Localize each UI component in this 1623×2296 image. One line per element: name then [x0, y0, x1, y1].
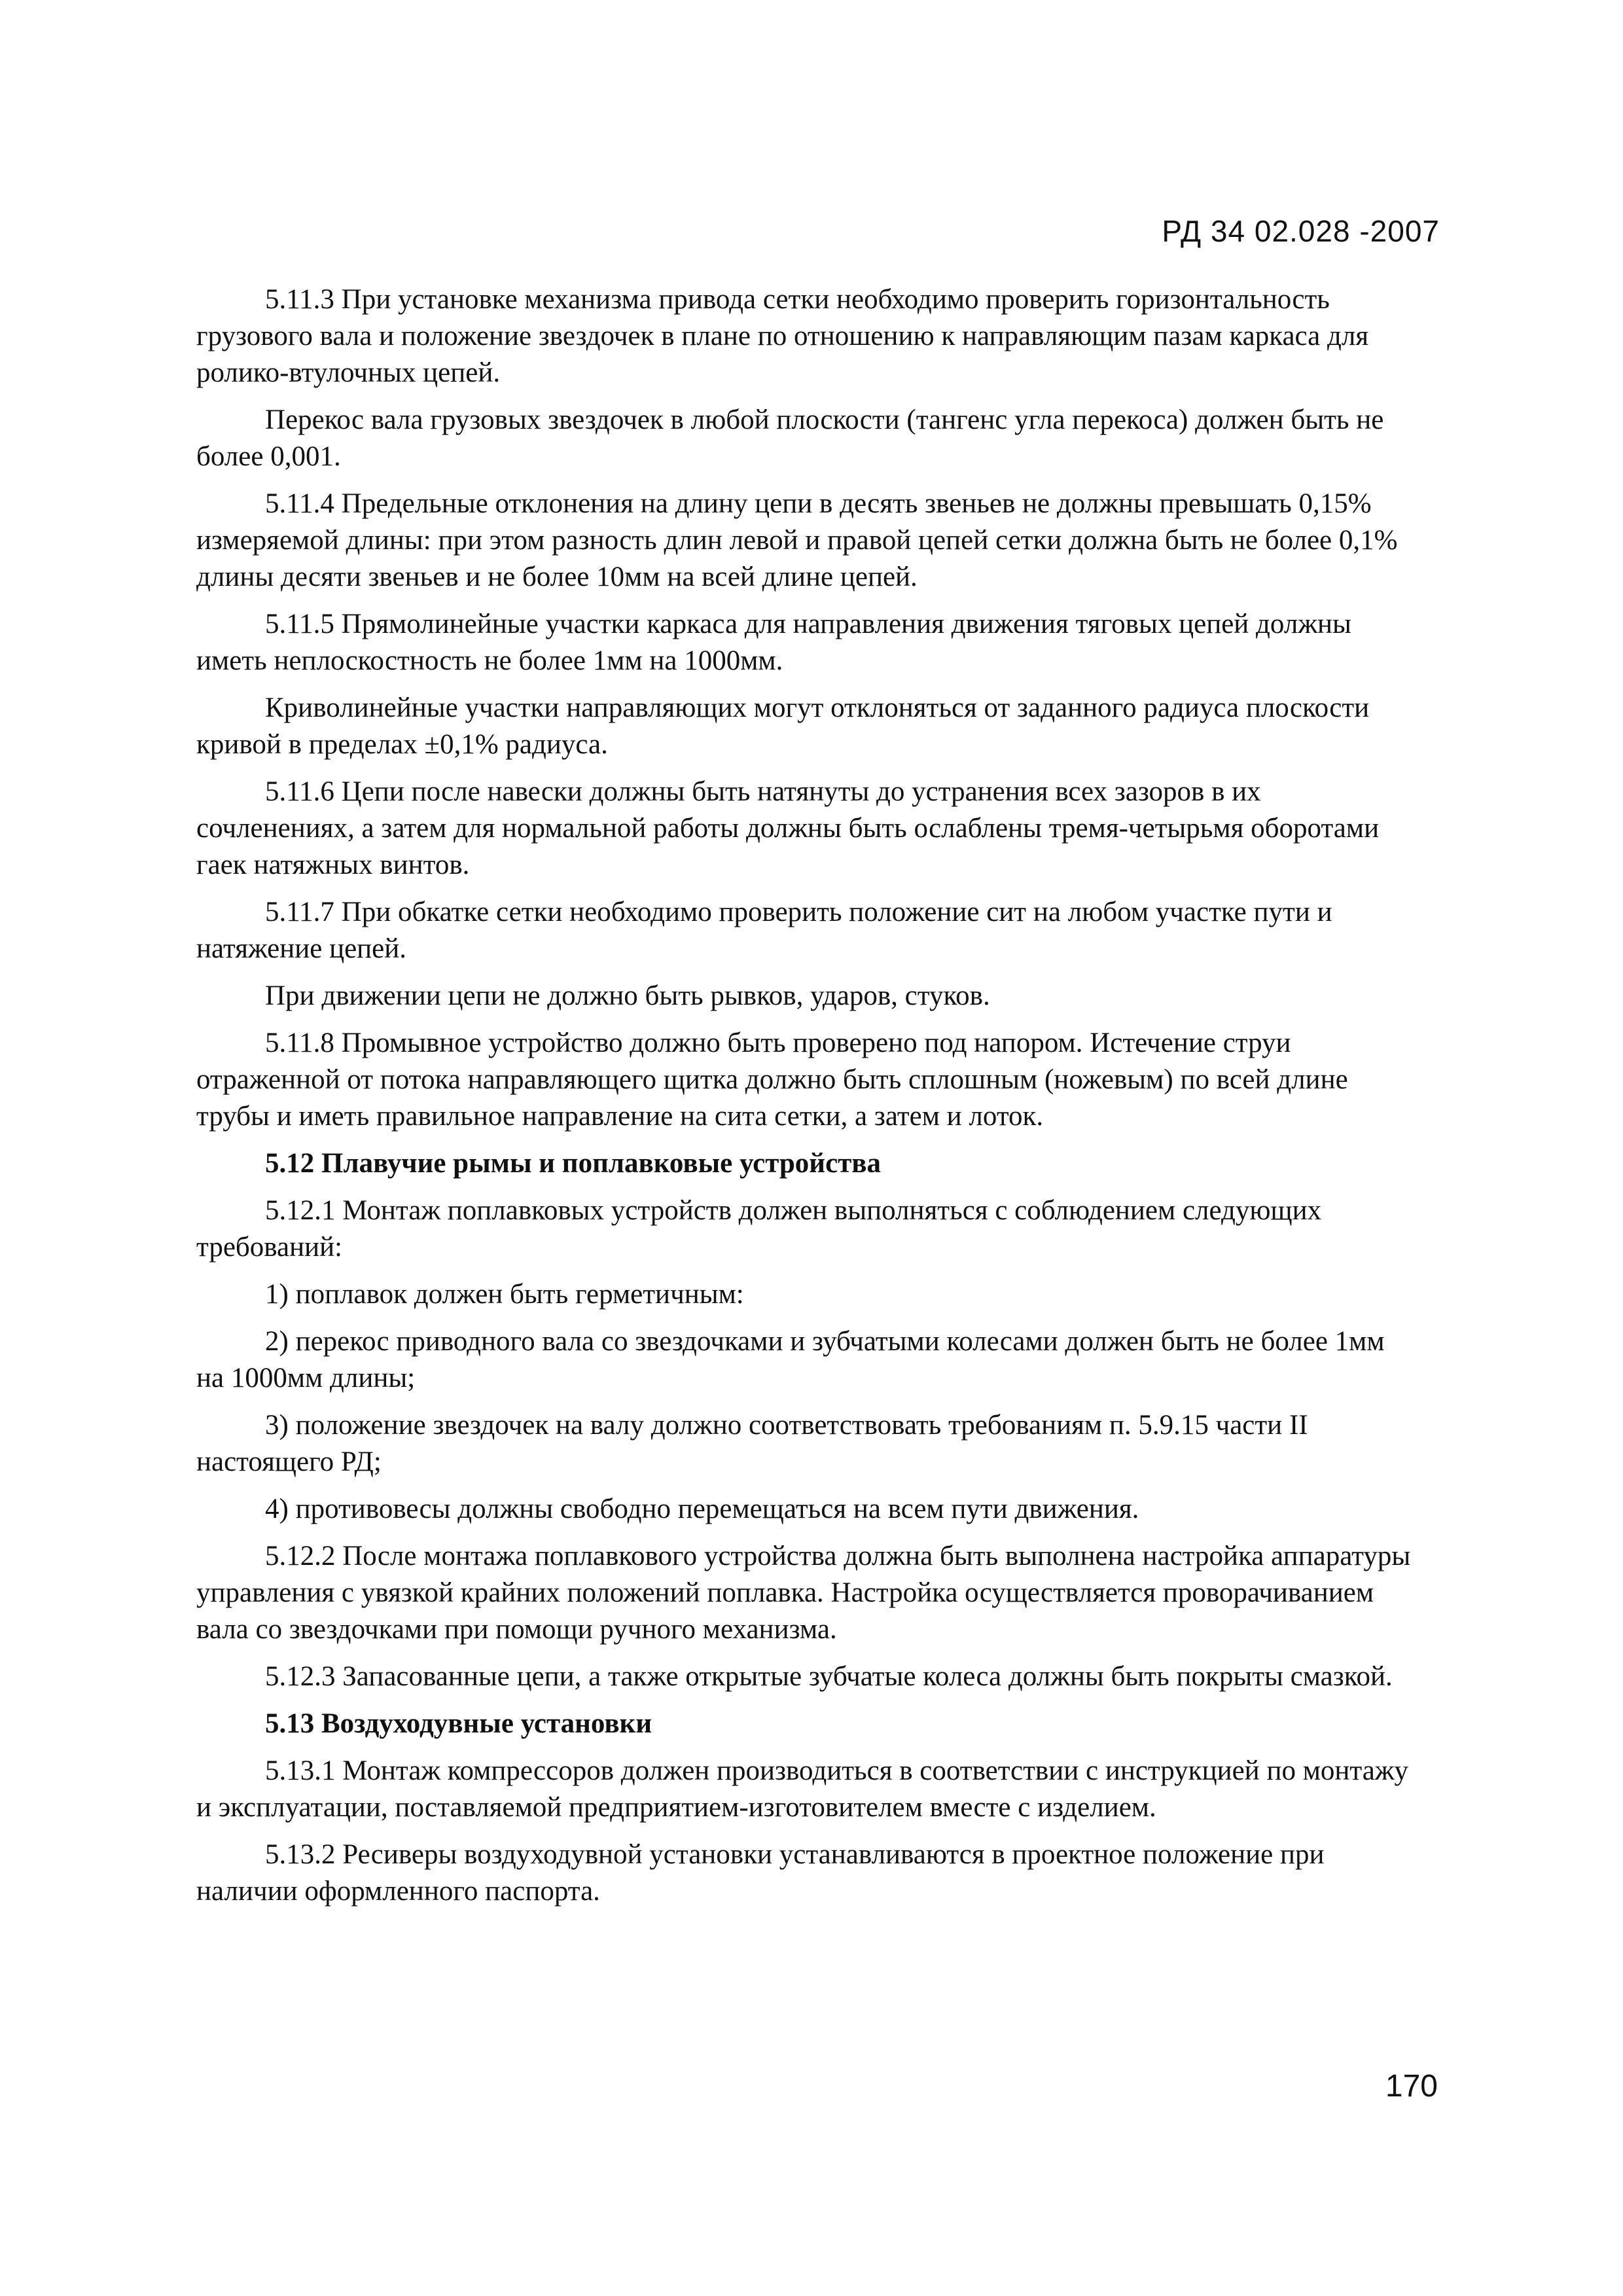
paragraph-5-11-4: 5.11.4 Предельные отклонения на длину цепи в десять звеньев не должны превышать 0,15% измеряемой длины: при этом разность длин левой и правой цепей сетки должна быть не более 0,1% длины десяти звеньев и не более 10мм на всей длине цепей. — [196, 488, 1398, 592]
paragraph-curved-sections: Криволинейные участки направляющих могут отклоняться от заданного радиуса плоскости кривой в пределах ±0,1% радиуса. — [196, 692, 1370, 760]
page-number: 170 — [1385, 2069, 1438, 2104]
document-body — [196, 281, 1414, 1920]
paragraph-chain-motion: При движении цепи не должно быть рывков, ударов, стуков. — [265, 980, 990, 1011]
paragraph-5-11-7: 5.11.7 При обкатке сетки необходимо проверить положение сит на любом участке пути и натяжение цепей. — [196, 897, 1332, 964]
paragraph-5-13-2: 5.13.2 Ресиверы воздуходувной установки устанавливаются в проектное положение при наличии оформленного паспорта. — [196, 1839, 1325, 1907]
section-heading-5-12: 5.12 Плавучие рымы и поплавковые устройства — [265, 1148, 882, 1179]
list-item-1: 1) поплавок должен быть герметичным: — [265, 1279, 744, 1310]
paragraph-5-11-6: 5.11.6 Цепи после навески должны быть натянуты до устранения всех зазоров в их сочленениях, а затем для нормальной работы должны быть ослаблены тремя-четырьмя оборотами гаек натяжных винтов. — [196, 776, 1380, 880]
section-heading-5-13: 5.13 Воздуходувные установки — [265, 1708, 652, 1739]
paragraph-5-11-8: 5.11.8 Промывное устройство должно быть проверено под напором. Истечение струи отраженной от потока направляющего щитка должно быть сплошным (ножевым) по всей длине трубы и иметь правильное направление на сита сетки, а затем и лоток. — [196, 1028, 1348, 1132]
paragraph-5-12-2: 5.12.2 После монтажа поплавкового устройства должна быть выполнена настройка аппаратуры управления с увязкой крайних положений поплавка. Настройка осуществляется проворачиванием вала со звездочками при помощи ручного механизма. — [196, 1541, 1411, 1645]
list-item-4: 4) противовесы должны свободно перемещаться на всем пути движения. — [265, 1494, 1139, 1524]
paragraph-5-11-3: 5.11.3 При установке механизма привода сетки необходимо проверить горизонтальность грузового вала и положение звездочек в плане по отношению к направляющим пазам каркаса для ролико-втулочных цепей. — [196, 284, 1369, 388]
paragraph-5-11-5: 5.11.5 Прямолинейные участки каркаса для направления движения тяговых цепей должны иметь неплоскостность не более 1мм на 1000мм. — [196, 609, 1351, 676]
document-code-header: РД 34 02.028 -2007 — [1162, 214, 1440, 248]
list-item-3: 3) положение звездочек на валу должно соответствовать требованиям п. 5.9.15 части II настоящего РД; — [196, 1410, 1308, 1477]
paragraph-shaft-skew: Перекос вала грузовых звездочек в любой плоскости (тангенс угла перекоса) должен быть не более 0,001. — [196, 404, 1384, 472]
paragraph-5-12-1: 5.12.1 Монтаж поплавковых устройств должен выполняться с соблюдением следующих требований: — [196, 1195, 1322, 1263]
list-item-2: 2) перекос приводного вала со звездочками и зубчатыми колесами должен быть не более 1мм на 1000мм длины; — [196, 1326, 1385, 1393]
paragraph-5-13-1: 5.13.1 Монтаж компрессоров должен производиться в соответствии с инструкцией по монтажу и эксплуатации, поставляемой предприятием-изготовителем вместе с изделием. — [196, 1755, 1409, 1823]
paragraph-5-12-3: 5.12.3 Запасованные цепи, а также открытые зубчатые колеса должны быть покрыты смазкой. — [265, 1661, 1393, 1692]
